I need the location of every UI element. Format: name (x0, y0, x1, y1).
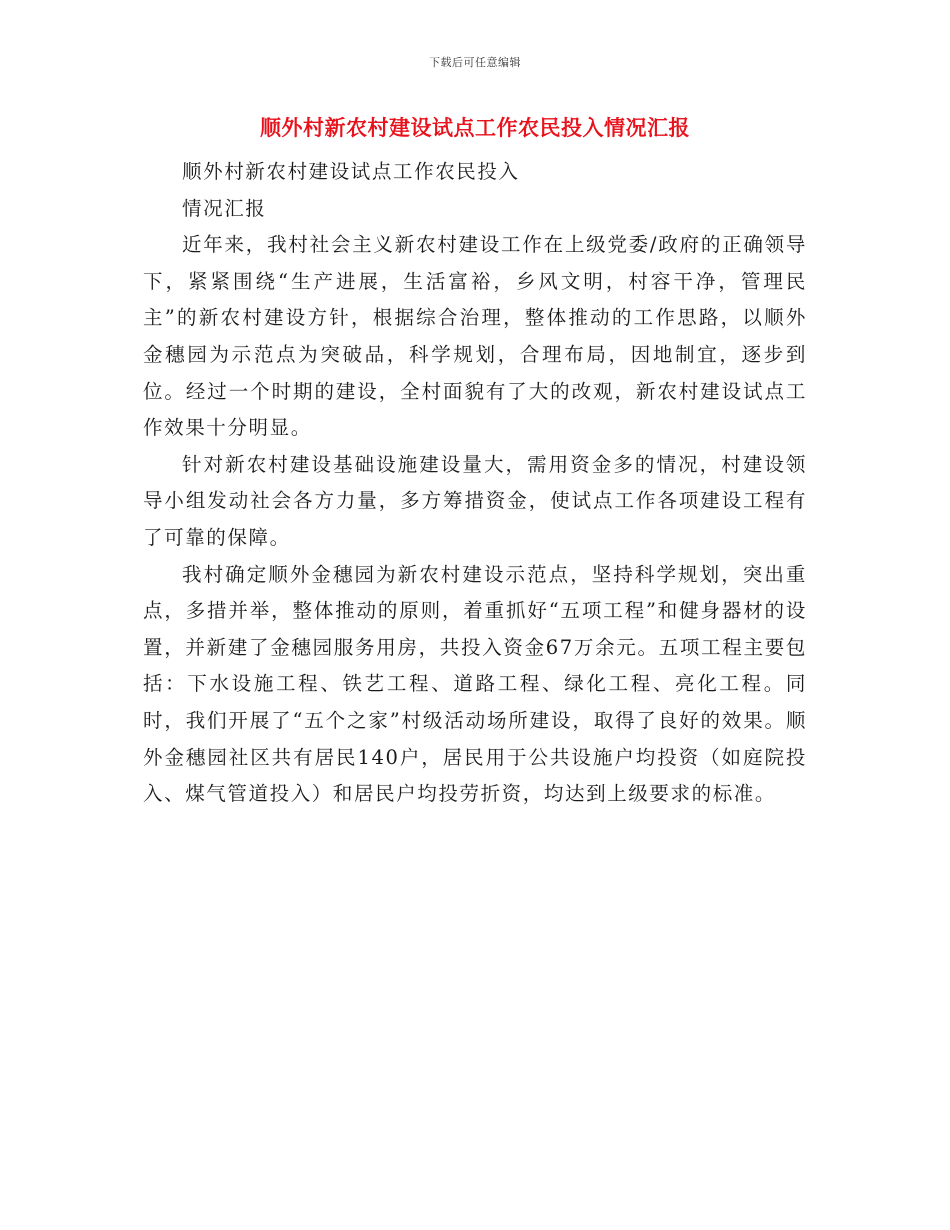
document-title: 顺外村新农村建设试点工作农民投入情况汇报 (260, 115, 690, 140)
paragraph-funding: 针对新农村建设基础设施建设量大，需用资金多的情况，村建设领导小组发动社会各方力量，多方筹措资金，使试点工作各项建设工程有了可靠的保障。 (143, 452, 807, 549)
paragraph-intro: 近年来，我村社会主义新农村建设工作在上级党委/政府的正确领导下，紧紧围绕“生产进展，生活富裕，乡风文明，村容干净，管理民主”的新农村建设方针，根据综合治理，整体推动的工作思路，以顺外金穗园为示范点为突破品，科学规划，合理布局，因地制宜，逐步到位。经过一个时期的建设，全村面貌有了大的改观，新农村建设试点工作效果十分明显。 (143, 233, 807, 440)
header-note: 下载后可任意编辑 (429, 56, 521, 69)
paragraph-projects: 我村确定顺外金穗园为新农村建设示范点，坚持科学规划，突出重点，多措并举，整体推动的原则，着重抓好“五项工程”和健身器材的设置，并新建了金穗园服务用房，共投入资金67万余元。五项工程主要包括：下水设施工程、铁艺工程、道路工程、绿化工程、亮化工程。同时，我们开展了“五个之家”村级活动场所建设，取得了良好的效果。顺外金穗园社区共有居民140户，居民用于公共设施户均投资（如庭院投入、煤气管道投入）和居民户均投劳折资，均达到上级要求的标准。 (143, 562, 807, 806)
subtitle-line-2: 情况汇报 (182, 196, 267, 220)
document-body (143, 154, 807, 813)
subtitle-line-1: 顺外村新农村建设试点工作农民投入 (182, 160, 520, 183)
